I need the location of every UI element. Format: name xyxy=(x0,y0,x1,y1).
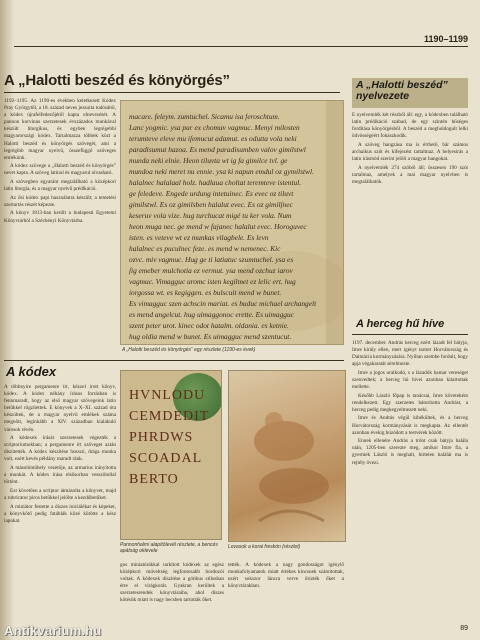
manuscript-line: macare. feleym. zumtuchel. Sicamu isa feroschtum. xyxy=(129,112,280,121)
title-rule xyxy=(4,92,340,93)
sidebar-herceg-rule xyxy=(352,334,468,335)
manuscript-line: Lanc yogmic. ysa pur ex chomuv vagmuc. Menyi milosten xyxy=(129,123,300,132)
kodex-paragraph: A többnyire pergamenre írt, kézzel írott könyv, kódex. A kódex néhány írásos forrásban is fennmaradt, hogy az első magyar szövegeink latin betűkkel rögzítettek. E könyvek a X–XI. század óta készültek, de a magyar nyelvű emlékek száma megnőtt, leginkább a XIV. században kialakuló városok révén. xyxy=(4,384,116,433)
sidebar-paragraph: Imre a jogos uralkodó, s a lázadók hamar vereséget szenvedtek; a herceg hű hívei azonban kitartottak mellette. xyxy=(352,369,468,391)
sidebar-paragraph: E nyelvemlék két részből áll: egy, a kódexben található latin prédikáció szabad, de egy szintén hűséges fordítása könyörgésből. A beszéd a megholdogult lelki üdvösségéért fohászkodik. xyxy=(352,112,468,140)
manuscript-line: keseruv vola vize. hug turchucat migé tu ker vola. Num xyxy=(129,211,292,220)
manuscript-line: ozvc. miv vagmuc. Hug ge ti latiatuc szumtuchel. ysa es xyxy=(129,255,294,264)
main-paragraph: Az ősi kódex papi használatra készült; a temetési szertartás részét képezte. xyxy=(4,194,116,208)
sidebar-language-text xyxy=(352,112,468,308)
page-number: 89 xyxy=(460,625,468,632)
sidebar-language-header xyxy=(352,78,468,108)
codex-letter-line: CEMDEDIT xyxy=(129,409,210,424)
fresco-figures xyxy=(229,371,345,541)
manuscript-line: heon muga nec. ge mend w fajanec halalut evec. Horoguvec xyxy=(129,222,307,231)
sidebar-herceg-title: A herceg hű híve xyxy=(356,318,445,330)
manuscript-line: szent peter urot. kinec odot hatalm. oldania. es ketnie. xyxy=(129,321,289,330)
codex-letter-line: SCOADAL xyxy=(129,451,203,466)
kodex-paragraph: A másolóműhely vezetője, az armarius irányította a munkát. A kódex írása elsősorban vesszőtollal történt. xyxy=(4,465,116,486)
manuscript-line: terumteve eleve mu iſemucut adamut. es odutta vola neki xyxy=(129,134,297,143)
kodex-column-2 xyxy=(120,562,224,624)
year-range: 1190–1199 xyxy=(423,34,468,44)
watermark-logo: Antikvarium.hu xyxy=(4,623,102,638)
kodex-paragraph: Ezt követően a scriptor átmásolta a könyvet, majd a rubricator piros betűkkel jelölte a kezdőbetűket. xyxy=(4,487,116,501)
kodex-top-rule xyxy=(4,360,344,361)
kodex-paragraph: A miniátor festette a díszes iniciálékat és képeket, a könyvkötő pedig fatáblák közé kötötte a kész lapokat. xyxy=(4,503,116,524)
kodex-paragraph: gos miniatúrákkal tarkított kódexek az egész középkori műveltség legfontosabb hordozói voltak. A kódexek díszítése a gótikus stílusban érte el virágkorát. Gyakran kerültek a szerzetesrendek könyvtáraiba, ahol díszes kötésük miatt is nagy becsben tartották őket. xyxy=(120,562,224,604)
sidebar-language-subtitle: nyelvezete xyxy=(356,90,410,102)
manuscript-line: mundoa neki meret nu ennie. ysa ki napun emdul oz gymilstwl. xyxy=(129,167,314,176)
main-paragraph: A kódex szövege a „Halotti beszéd és könyörgés” nevet kapta. A szöveg latinul és magyarul olvasható. xyxy=(4,163,116,177)
kodex-paragraph: tették. A kódexek a nagy gondosságot igénylő munkafolyamatok miatt értékes kincsnek számítottak, ezért sokszor láncra verve őrizték őket a könyvtárakban. xyxy=(228,562,344,590)
main-article-column xyxy=(4,98,116,338)
sidebar-paragraph: 1197. december. András herceg ezért lázadt fel bátyja, Imre király ellen, mert igényt tartott Horvátország és Dalmácia kormányzására. Nyíltan szembe fordult, hogy apja végakaratát sérelmezte. xyxy=(352,340,468,368)
manuscript-line: paradisumut hazoa. Es mend paradisumben valov gimilstwl xyxy=(129,145,306,154)
kodex-column-3 xyxy=(228,562,344,624)
manuscript-line: munda neki elnie. Heon tiluvta wt ig fa gimilce tvl. ge xyxy=(129,156,288,165)
manuscript-line: es mend angelcut. hug uimaggonoc erette. Es uimagguc xyxy=(129,310,294,319)
sidebar-paragraph: A szöveg hangzása ma is érthető, bár számos archaikus szót és kifejezést tartalmaz. A helyesírás a latin írásmód szerint jelöli a magyar hangokat. xyxy=(352,141,468,163)
fresco-photo xyxy=(228,370,346,542)
manuscript-line: halalnec es puculnec feze. es mend w nemenec. Kic xyxy=(129,244,281,253)
sidebar-herceg-text xyxy=(352,340,468,622)
header-rule xyxy=(14,46,468,47)
sidebar-paragraph: Imre és András végül kibékültek, és a herceg Horvátország kormányzását is megkapta. Az ellentét azonban évekig húzódott a testvérek között. xyxy=(352,415,468,436)
codex-letter-line: HVNLODU xyxy=(129,388,206,403)
manuscript-image xyxy=(120,100,344,345)
main-paragraph: A könyv 1813-ban került a budapesti Egyetemi Könyvtárból a Széchényi Könyvtárba. xyxy=(4,210,116,224)
manuscript-line: gimilstwl. Es oz gimilsben halalut evec. Es oz gimilſnec xyxy=(129,200,293,209)
manuscript-line: halalnec halalaal holz. hadlaua choltat teremteve istentul. xyxy=(129,178,302,187)
main-paragraph: 1192–1195. Az 1190-es években keletkezett Kódex Pray Györgytől, a 18. század neves jezsuita tudósától, a kódex újrafelfedezőjétől kapta elnevezését. A pannon korvinus szerzetesek évszázados munkával készült liturgikus, és egyben legrégebbi magyarországi kódex. Tartalmazza többek közt a Halotti beszéd és könyörgés szövegét, ami a legrégibb magyar nyelvű, összefüggő szöveges emlékünk. xyxy=(4,98,116,161)
codex-page-photo xyxy=(120,370,222,540)
sidebar-language-title: A „Halotti beszéd” xyxy=(356,79,448,91)
kodex-column-1 xyxy=(4,384,116,624)
kodex-title: A kódex xyxy=(6,364,57,379)
manuscript-text xyxy=(129,111,337,345)
manuscript-line: isten. es veteve wt ez munkas vilagbele. Es levn xyxy=(129,233,269,242)
sidebar-paragraph: A nyelvemlék 274 szóból áll; összesen 190 szót tartalmaz, amelyek a mai magyar nyelvben is megtalálhatók. xyxy=(352,164,468,185)
fresco-caption: Lovasok a korai freskón (részlet) xyxy=(228,544,301,550)
codex-photo-caption: Pannonhalmi alapítólevél részlete, a bencés apátság oklevele xyxy=(120,542,218,554)
manuscript-line: vagmuc. Vimagguc uromc isten kegilmet ez lelic ert. hug xyxy=(129,277,296,286)
manuscript-line xyxy=(129,342,337,345)
manuscript-line: hug oldia mend w bunet. Es uimagguc mend szentucut. xyxy=(129,332,292,341)
main-paragraph: A szövegben egyaránt megtalálható a középkori latin liturgia, és a magyar nyelvű prédikáció. xyxy=(4,179,116,193)
manuscript-caption: A „Halotti beszéd és könyörgés” egy részlete (1190-es évek) xyxy=(122,347,256,353)
manuscript-line: ſig emeber mulchotia ez vermut. ysa mend ozchuz iarov xyxy=(129,266,293,275)
main-title: A „Halotti beszéd és könyörgés” xyxy=(4,72,230,89)
codex-letter-line: PHRDWS xyxy=(129,430,194,445)
sidebar-paragraph: Később László főpap is tanácsai, Imre követeként rendelkezett. Egy szerzetes bátorította Andrást, a herceg pedig megkegyelmezett neki. xyxy=(352,392,468,413)
manuscript-line: iorgossa wt. es kegiggen. es bulscuit mend w bunet. xyxy=(129,288,282,297)
codex-letter-line: BERTO xyxy=(129,472,179,487)
manuscript-line: Es vimagguc szen achscin mariat. es buduc michael archangelt xyxy=(129,299,317,308)
codex-inscription xyxy=(129,385,209,490)
manuscript-line: ge feledeve. Engede urdung intetuinec. Es evec oz tiluvt xyxy=(129,189,294,198)
kodex-paragraph: A kódexek írását szerzetesek végezték a scriptoriumokban; a pergamenre írt szöveget aztán díszítették. A kódex készítése hosszú, drága munka volt, ezért kevés példány maradt ránk. xyxy=(4,435,116,463)
sidebar-paragraph: Ennek ellenére András a trónt csak bátyja halála után, 1205-ben szerezte meg, amikor Imre fia, a gyermek László is meghalt, hirtelen halálát ma is rejtély övezi. xyxy=(352,438,468,466)
